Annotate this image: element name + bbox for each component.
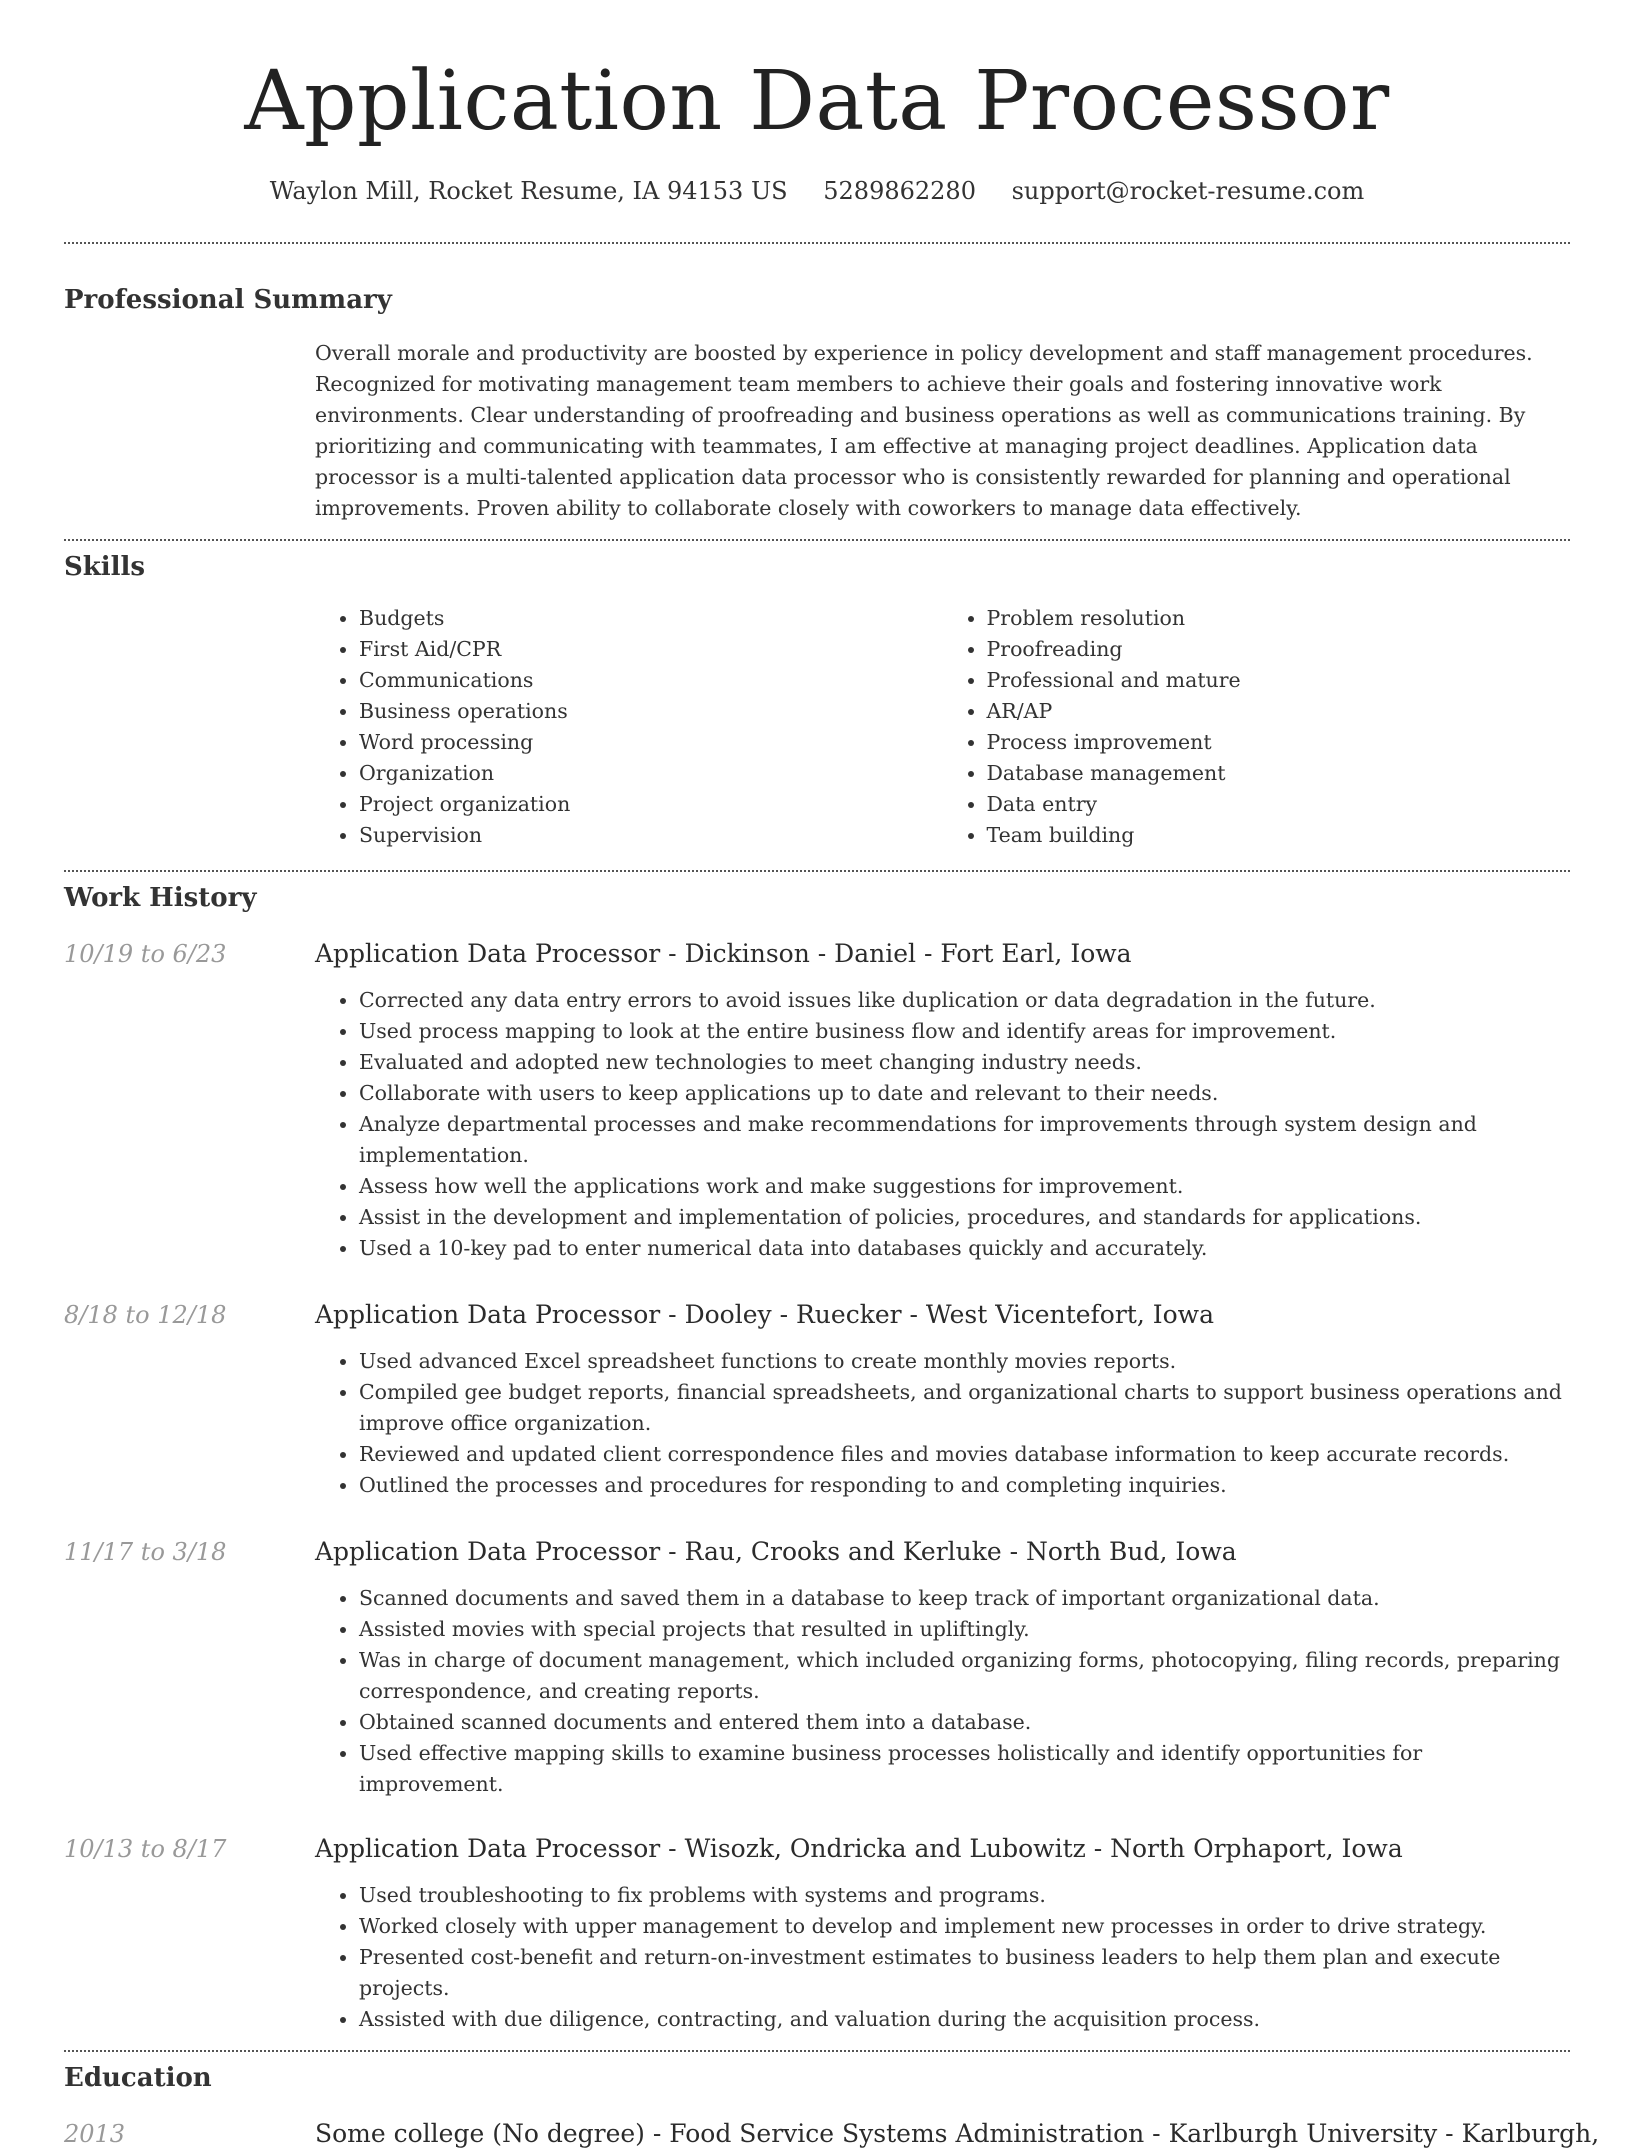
skill-item: • Professional and mature (987, 665, 1571, 696)
job-bullets (315, 1880, 1570, 2035)
job-bullet: • Evaluated and adopted new technologies to meet changing industry needs. (359, 1047, 1570, 1078)
skill-item: • Database management (987, 758, 1571, 789)
job-bullet: • Assess how well the applications work and make suggestions for improvement. (359, 1171, 1570, 1202)
skill-item: • Supervision (359, 820, 943, 851)
skills-list-right (943, 603, 1571, 851)
skill-item: • AR/AP (987, 696, 1571, 727)
header-divider (64, 242, 1570, 244)
job-entry (64, 938, 1570, 1264)
skills-title: Skills (64, 552, 146, 582)
job-date: 10/19 to 6/23 (64, 940, 227, 968)
job-bullet: • Corrected any data entry errors to avoid issues like duplication or data degradation in the future. (359, 985, 1570, 1016)
skill-item: • Process improvement (987, 727, 1571, 758)
job-bullets (315, 985, 1570, 1264)
education-section (64, 2062, 1600, 2150)
skill-item: • Problem resolution (987, 603, 1571, 634)
skill-item: • Data entry (987, 789, 1571, 820)
job-bullet: • Assisted movies with special projects that resulted in upliftingly. (359, 1614, 1570, 1645)
education-title: Education (64, 2063, 212, 2093)
job-bullet: • Outlined the processes and procedures for responding to and completing inquiries. (359, 1470, 1570, 1501)
job-bullet: • Was in charge of document management, which included organizing forms, photocopying, filing records, preparing correspondence, and creating reports. (359, 1645, 1570, 1707)
education-date: 2013 (64, 2120, 126, 2148)
work-divider (64, 2050, 1570, 2052)
skill-item: • Budgets (359, 603, 943, 634)
job-title: Application Data Processor - Dickinson - Daniel - Fort Earl, Iowa (315, 939, 1132, 968)
job-bullet: • Compiled gee budget reports, financial spreadsheets, and organizational charts to support business operations and improve office organization. (359, 1377, 1570, 1439)
job-bullet: • Worked closely with upper management to develop and implement new processes in order to drive strategy. (359, 1911, 1570, 1942)
skill-item: • First Aid/CPR (359, 634, 943, 665)
skill-item: • Business operations (359, 696, 943, 727)
resume-name: Application Data Processor (244, 54, 1390, 149)
job-title: Application Data Processor - Rau, Crooks and Kerluke - North Bud, Iowa (315, 1537, 1237, 1566)
skill-item: • Team building (987, 820, 1571, 851)
job-bullet: • Used advanced Excel spreadsheet functions to create monthly movies reports. (359, 1346, 1570, 1377)
contact-line (64, 176, 1570, 206)
skill-item: • Word processing (359, 727, 943, 758)
skill-item: • Communications (359, 665, 943, 696)
job-bullet: • Used troubleshooting to fix problems with systems and programs. (359, 1880, 1570, 1911)
skill-item: • Organization (359, 758, 943, 789)
work-section (64, 882, 1570, 2035)
education-entry (64, 2118, 1600, 2150)
skills-divider (64, 870, 1570, 872)
job-bullet: • Reviewed and updated client correspondence files and movies database information to keep accurate records. (359, 1439, 1570, 1470)
job-date: 10/13 to 8/17 (64, 1835, 227, 1863)
job-date: 11/17 to 3/18 (64, 1538, 227, 1566)
job-bullets (315, 1583, 1570, 1800)
job-bullet: • Scanned documents and saved them in a database to keep track of important organizational data. (359, 1583, 1570, 1614)
job-bullet: • Used a 10-key pad to enter numerical data into databases quickly and accurately. (359, 1233, 1570, 1264)
skills-list-left (315, 603, 943, 851)
summary-text: Overall morale and productivity are boosted by experience in policy development and staff management procedures. Recognized for motivating management team members to achieve their goals and fostering innovative work environments. Clear understanding of proofreading and business operations as well as communications training. By prioritizing and communicating with teammates, I am effective at managing project deadlines. Application data processor is a multi-talented application data processor who is consistently rewarded for planning and operational improvements. Proven ability to collaborate closely with coworkers to manage data effectively. (315, 341, 1533, 520)
summary-section (64, 284, 1570, 524)
education-title-line: Some college (No degree) - Food Service Systems Administration - Karlburgh University - Karlburgh, (315, 2119, 1600, 2148)
contact-phone: 5289862280 (823, 177, 976, 205)
job-bullet: • Assist in the development and implementation of policies, procedures, and standards for applications. (359, 1202, 1570, 1233)
work-title: Work History (64, 883, 257, 913)
skills-section (64, 551, 1570, 851)
job-bullet: • Obtained scanned documents and entered them into a database. (359, 1707, 1570, 1738)
resume-page (64, 0, 1600, 2150)
job-entry (64, 1833, 1570, 2035)
job-bullet: • Used process mapping to look at the entire business flow and identify areas for improvement. (359, 1016, 1570, 1047)
contact-email: support@rocket-resume.com (1011, 177, 1365, 205)
job-entry (64, 1536, 1570, 1800)
summary-title: Professional Summary (64, 285, 392, 315)
skill-item: • Project organization (359, 789, 943, 820)
job-bullet: • Assisted with due diligence, contracting, and valuation during the acquisition process. (359, 2004, 1570, 2035)
job-bullets (315, 1346, 1570, 1501)
job-bullet: • Analyze departmental processes and make recommendations for improvements through system design and implementation. (359, 1109, 1570, 1171)
job-bullet: • Presented cost-benefit and return-on-investment estimates to business leaders to help them plan and execute projects. (359, 1942, 1570, 2004)
job-title: Application Data Processor - Dooley - Ruecker - West Vicentefort, Iowa (315, 1300, 1214, 1329)
contact-address: Waylon Mill, Rocket Resume, IA 94153 US (269, 177, 788, 205)
job-date: 8/18 to 12/18 (64, 1301, 227, 1329)
skills-columns (315, 603, 1570, 851)
job-entry (64, 1299, 1570, 1501)
job-bullet: • Used effective mapping skills to examine business processes holistically and identify opportunities for improvement. (359, 1738, 1570, 1800)
summary-divider (64, 539, 1570, 541)
job-title: Application Data Processor - Wisozk, Ondricka and Lubowitz - North Orphaport, Iowa (315, 1834, 1403, 1863)
job-bullet: • Collaborate with users to keep applications up to date and relevant to their needs. (359, 1078, 1570, 1109)
skill-item: • Proofreading (987, 634, 1571, 665)
